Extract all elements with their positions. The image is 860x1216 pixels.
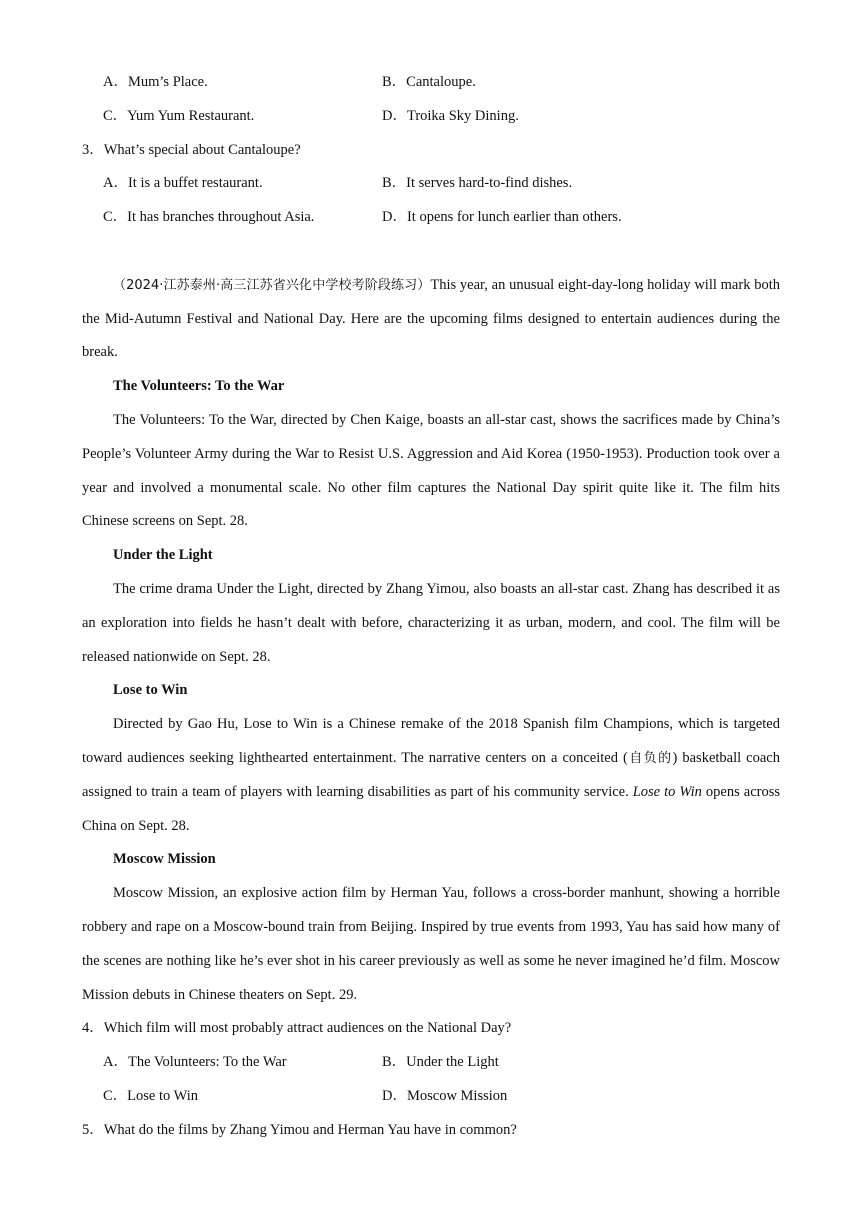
q2-options-row-1 (82, 66, 780, 100)
film-title-under-the-light: Under the Light (113, 547, 213, 564)
film-text-under-the-light: The crime drama Under the Light, directed by Zhang Yimou, also boasts an all-star cast. Zhang has described it as an exploration into fields he hasn’t dealt with before, characterizing it as urban, modern, and cool. The film will be released nationwide on Sept. 28. (82, 580, 780, 665)
q2-option-d: D．Troika Sky Dining. (382, 107, 519, 124)
q2-option-a: A．Mum’s Place. (103, 74, 208, 90)
q4-option-b: B．Under the Light (382, 1054, 499, 1071)
film-text-lose-to-win-a: Directed by Gao Hu, Lose to Win is a Chinese remake of the 2018 Spanish film Champions, which is targeted toward audiences seeking lighthearted entertainment. The narrative centers on a conceited ( (82, 716, 780, 766)
film-text-lose-to-win-b: ) basketball coach assigned to train a team of players with learning disabilities as part of his community service. (82, 749, 780, 800)
film-title-moscow-mission: Moscow Mission (113, 851, 216, 868)
passage-intro (82, 269, 780, 370)
q3-options-row-2 (82, 201, 780, 235)
q3-option-a: A．It is a buffet restaurant. (103, 175, 263, 192)
gloss-conceited: 自负的 (627, 750, 673, 766)
q4-question: 4．Which film will most probably attract audiences on the National Day? (82, 1020, 512, 1037)
film-title-italic: Lose to Win (632, 783, 702, 800)
film-text-moscow-mission: Moscow Mission, an explosive action film by Herman Yau, follows a cross-border manhunt, showing a horrible robbery and rape on a Moscow-bound train from Beijing. Inspired by true events from 1993, Yau has said how many of the scenes are nothing like he’s ever shot in his career previously as well as some he never imagined he’d film. Moscow Mission debuts in Chinese theaters on Sept. 29. (82, 885, 780, 1003)
passage-source: （2024·江苏泰州·高三江苏省兴化中学校考阶段练习） (113, 277, 431, 293)
q2-options-row-2 (82, 100, 780, 134)
q4-option-d: D．Moscow Mission (382, 1087, 508, 1104)
q2-option-b: B．Cantaloupe. (382, 74, 476, 90)
q3-options-row-1 (82, 167, 780, 201)
film-title-lose-to-win: Lose to Win (113, 682, 188, 699)
film-title-volunteers: The Volunteers: To the War (113, 378, 285, 395)
q2-option-c: C．Yum Yum Restaurant. (103, 107, 255, 124)
film-text-lose-to-win (82, 708, 780, 843)
film-text-lose-to-win-c: opens across China on Sept. 28. (82, 783, 780, 834)
document-page (82, 66, 780, 1148)
q4-option-a: A．The Volunteers: To the War (103, 1054, 287, 1071)
q3-option-d: D．It opens for lunch earlier than others. (382, 209, 622, 226)
q4-options-row-1 (82, 1046, 780, 1080)
film-text-volunteers: The Volunteers: To the War, directed by Chen Kaige, boasts an all-star cast, shows the sacrifices made by China’s People’s Volunteer Army during the War to Resist U.S. Aggression and Aid Korea (1950-1953). Production took over a year and involved a monumental scale. No other film captures the National Day spirit quite like it. The film hits Chinese screens on Sept. 28. (82, 411, 780, 530)
q4-options-row-2 (82, 1080, 780, 1114)
q3-option-c: C．It has branches throughout Asia. (103, 209, 315, 226)
q5-question: 5．What do the films by Zhang Yimou and Herman Yau have in common? (82, 1121, 517, 1138)
passage-intro-text: This year, an unusual eight-day-long holiday will mark both the Mid-Autumn Festival and National Day. Here are the upcoming films designed to entertain audiences during the break. (82, 276, 780, 361)
q3-option-b: B．It serves hard-to-find dishes. (382, 175, 573, 192)
q3-question: 3．What’s special about Cantaloupe? (82, 141, 301, 158)
q4-option-c: C．Lose to Win (103, 1087, 199, 1104)
